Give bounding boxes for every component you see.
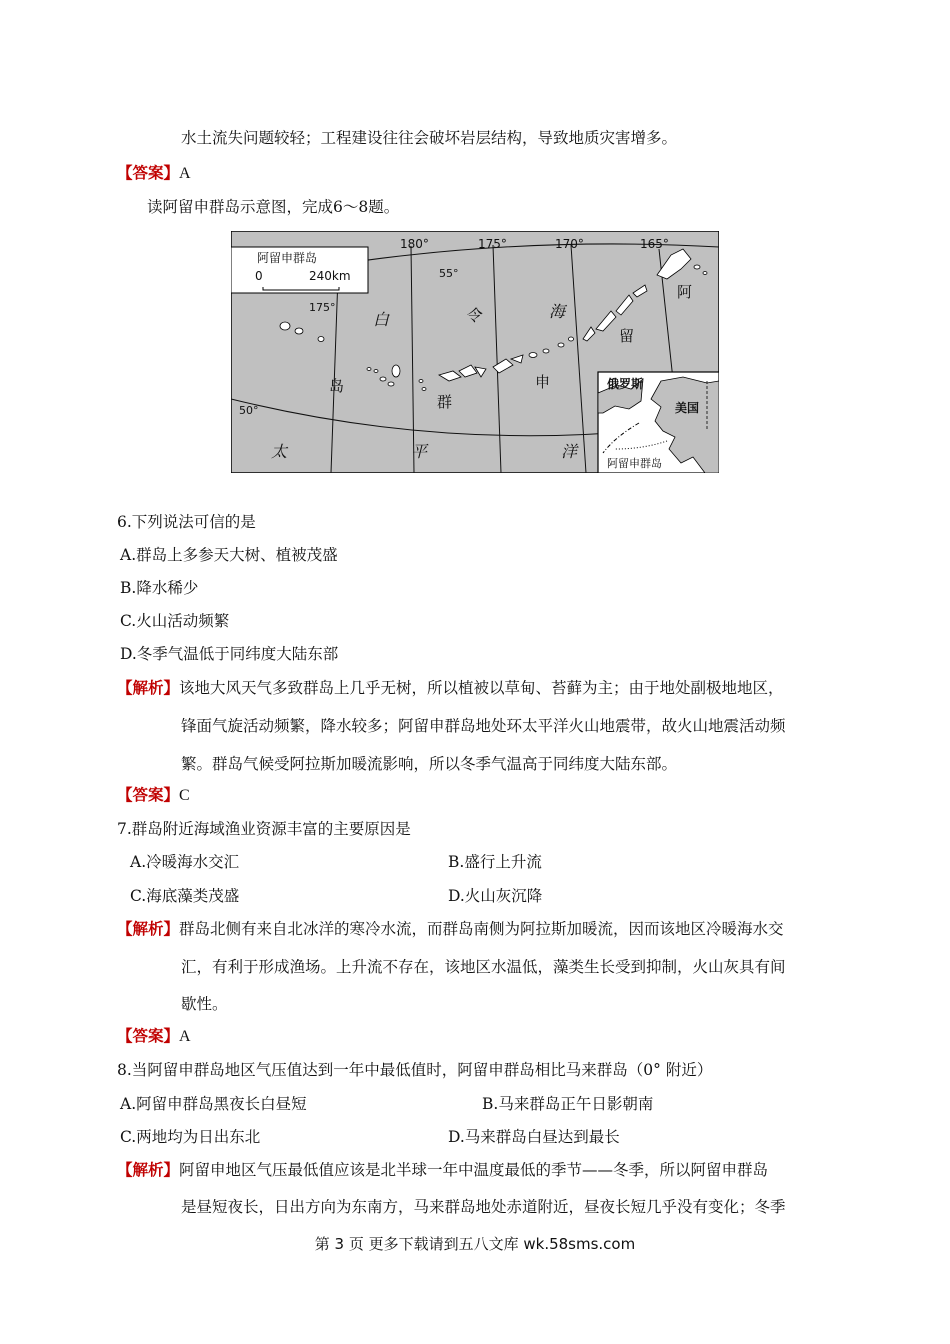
- inset-russia: 俄罗斯: [607, 377, 644, 391]
- sea-char-1: 白: [373, 310, 390, 329]
- q6-answer: [117, 785, 190, 806]
- answer-value: C: [179, 787, 190, 804]
- q8-option-a: A.阿留申群岛黑夜长白昼短: [120, 1095, 307, 1113]
- q8-analysis-line-1: [117, 1160, 768, 1180]
- analysis-text: 群岛北侧有来自北冰洋的寒冷水流，而群岛南侧为阿拉斯加暖流，因而该地区冷暖海水交: [179, 920, 784, 938]
- lon-label-180: 180°: [400, 237, 429, 251]
- chain-char-1: 阿: [677, 283, 693, 301]
- answer-prev: [117, 163, 191, 184]
- analysis-text: 该地大风天气多致群岛上几乎无树，所以植被以草甸、苔藓为主；由于地处副极地地区，: [179, 679, 784, 697]
- q7-analysis-line-2: 汇，有利于形成渔场。上升流不存在，该地区水温低，藻类生长受到抑制，火山灰具有间: [181, 958, 786, 976]
- answer-tag: 【答案】: [117, 1027, 180, 1045]
- q6-analysis-line-3: 繁。群岛气候受阿拉斯加暖流影响，所以冬季气温高于同纬度大陆东部。: [181, 755, 678, 773]
- q8-option-c: C.两地均为日出东北: [120, 1128, 261, 1146]
- answer-tag: 【答案】: [117, 164, 180, 182]
- ocean-char-2: 平: [411, 442, 428, 461]
- lon-label-165: 165°: [640, 237, 669, 251]
- q7-option-c: C.海底藻类茂盛: [130, 887, 240, 905]
- q7-answer: [117, 1026, 191, 1047]
- q7-option-b: B.盛行上升流: [448, 853, 542, 871]
- answer-value: A: [179, 165, 191, 182]
- map-legend: [231, 247, 368, 293]
- sea-char-2: 令: [465, 306, 482, 325]
- legend-title: 阿留申群岛: [257, 251, 318, 265]
- lon-175-label: 175°: [309, 301, 336, 314]
- q6-analysis-line-1: [117, 678, 784, 698]
- lon-label-175: 175°: [478, 237, 507, 251]
- analysis-text: 阿留申地区气压最低值应该是北半球一年中温度最低的季节——冬季，所以阿留申群岛: [179, 1161, 769, 1179]
- intro-line: 水土流失问题较轻；工程建设往往会破坏岩层结构，导致地质灾害增多。: [181, 129, 678, 147]
- answer-tag: 【答案】: [117, 786, 180, 804]
- chain-char-5: 岛: [329, 377, 345, 395]
- q6-analysis-line-2: 锋面气旋活动频繁，降水较多；阿留申群岛地处环太平洋火山地震带，故火山地震活动频: [181, 717, 786, 735]
- inset-map: [598, 372, 719, 473]
- inset-islands: 阿留申群岛: [607, 457, 662, 470]
- page-footer: 第 3 页 更多下载请到五八文库 wk.58sms.com: [314, 1235, 636, 1253]
- q7-option-d: D.火山灰沉降: [448, 887, 543, 905]
- q8-analysis-line-2: 是昼短夜长，日出方向为东南方，马来群岛地处赤道附近，昼夜长短几乎没有变化；冬季: [181, 1198, 786, 1216]
- q6-stem: 6.下列说法可信的是: [117, 513, 256, 531]
- q8-option-b: B.马来群岛正午日影朝南: [482, 1095, 654, 1113]
- q6-option-a: A.群岛上多参天大树、植被茂盛: [120, 546, 338, 564]
- scale-max: 240km: [309, 269, 351, 283]
- chain-char-2: 留: [619, 327, 635, 345]
- analysis-tag: 【解析】: [117, 1161, 180, 1179]
- lat-50-label: 50°: [239, 404, 259, 417]
- analysis-tag: 【解析】: [117, 679, 180, 697]
- scale-zero: 0: [255, 269, 263, 283]
- lat-55-label: 55°: [439, 267, 459, 280]
- aleutian-map: [231, 231, 719, 473]
- q7-analysis-line-1: [117, 919, 784, 939]
- q7-option-a: A.冷暖海水交汇: [130, 853, 240, 871]
- chain-char-4: 群: [437, 393, 453, 411]
- q7-stem: 7.群岛附近海域渔业资源丰富的主要原因是: [117, 820, 411, 838]
- ocean-char-3: 洋: [561, 442, 578, 461]
- chain-char-3: 申: [535, 373, 551, 391]
- q8-option-d: D.马来群岛白昼达到最长: [448, 1128, 620, 1146]
- q7-analysis-line-3: 歇性。: [181, 995, 228, 1013]
- answer-value: A: [179, 1028, 191, 1045]
- q6-option-b: B.降水稀少: [120, 579, 199, 597]
- inset-usa: 美国: [675, 401, 700, 415]
- q6-option-c: C.火山活动频繁: [120, 612, 230, 630]
- map-prompt: 读阿留申群岛示意图，完成6～8题。: [147, 198, 400, 216]
- q6-option-d: D.冬季气温低于同纬度大陆东部: [120, 645, 339, 663]
- analysis-tag: 【解析】: [117, 920, 180, 938]
- q8-stem: 8.当阿留申群岛地区气压值达到一年中最低值时，阿留申群岛相比马来群岛（0° 附近）: [117, 1061, 713, 1079]
- ocean-char-1: 太: [271, 442, 288, 461]
- sea-char-3: 海: [549, 302, 566, 321]
- lon-label-170: 170°: [555, 237, 584, 251]
